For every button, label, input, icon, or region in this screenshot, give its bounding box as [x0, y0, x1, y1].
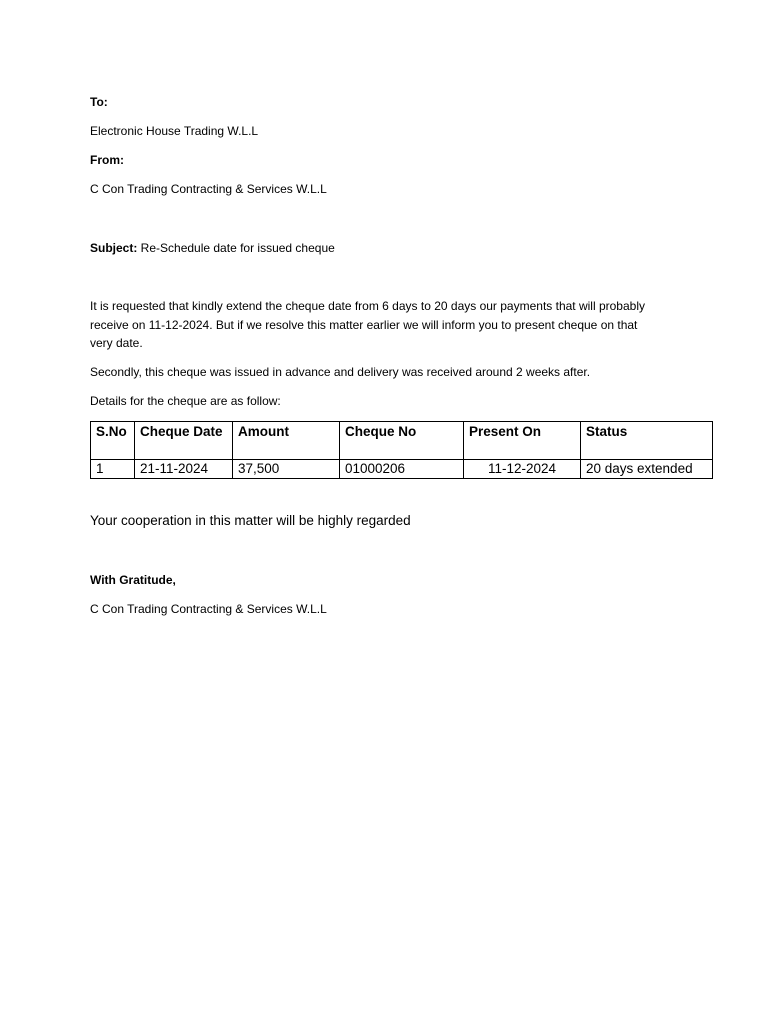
request-paragraph: It is requested that kindly extend the cheque date from 6 days to 20 days our payments that will probably receive on 11-12-2024. But if we resolve this matter earlier we will inform you to present cheque on that very date.: [90, 299, 645, 350]
cell-amount: 37,500: [233, 460, 340, 479]
cell-present-on: 11-12-2024: [464, 460, 581, 479]
subject-text: Re-Schedule date for issued cheque: [137, 241, 335, 255]
header-status: Status: [581, 422, 713, 460]
header-amount: Amount: [233, 422, 340, 460]
table-header-row: [91, 422, 713, 460]
advance-paragraph: Secondly, this cheque was issued in advance and delivery was received around 2 weeks after.: [90, 365, 591, 379]
header-cheque-date: Cheque Date: [135, 422, 233, 460]
subject-label: Subject:: [90, 241, 138, 255]
cooperation-text: Your cooperation in this matter will be highly regarded: [90, 513, 411, 528]
to-label: To:: [90, 95, 108, 109]
details-intro: Details for the cheque are as follow:: [90, 394, 281, 408]
cell-sno: 1: [91, 460, 135, 479]
cell-status: 20 days extended: [581, 460, 713, 479]
from-label: From:: [90, 153, 124, 167]
subject-line: [90, 241, 335, 256]
cell-cheque-date: 21-11-2024: [135, 460, 233, 479]
signature-name: C Con Trading Contracting & Services W.L.L: [90, 602, 327, 616]
cheque-details-table: [90, 421, 713, 479]
header-present-on: Present On: [464, 422, 581, 460]
header-cheque-no: Cheque No: [340, 422, 464, 460]
cell-cheque-no: 01000206: [340, 460, 464, 479]
table-row: [91, 460, 713, 479]
closing-text: With Gratitude,: [90, 573, 176, 587]
header-sno: S.No: [91, 422, 135, 460]
sender-name: C Con Trading Contracting & Services W.L.L: [90, 182, 327, 196]
recipient-name: Electronic House Trading W.L.L: [90, 124, 259, 138]
